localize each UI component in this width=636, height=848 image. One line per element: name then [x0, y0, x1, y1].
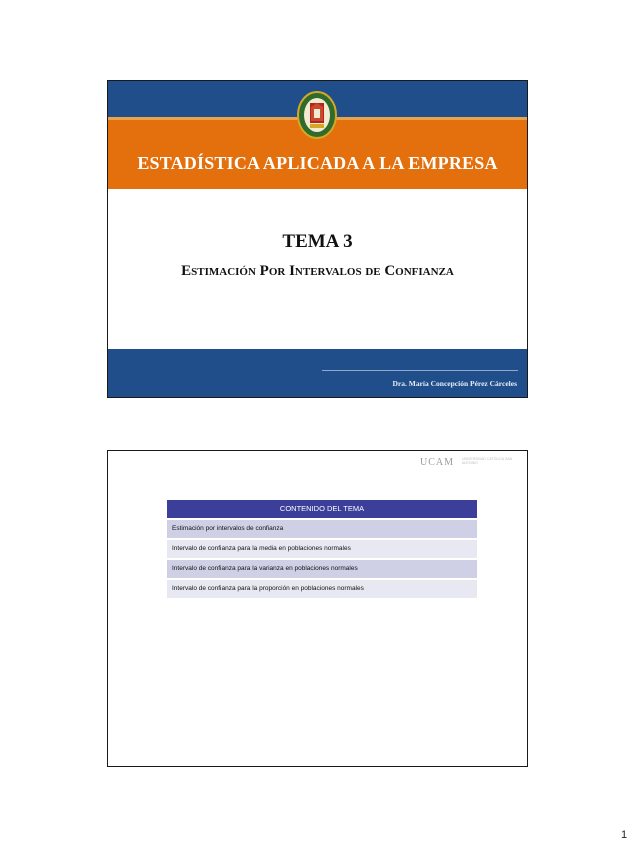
- university-seal-logo: [297, 91, 337, 139]
- contents-table-header: CONTENIDO DEL TEMA: [167, 500, 477, 518]
- page-number: 1: [621, 829, 628, 841]
- table-row: Estimación por intervalos de confianza: [167, 520, 477, 538]
- table-row: Intervalo de confianza para la proporción en poblaciones normales: [167, 580, 477, 598]
- contents-table: [167, 500, 477, 598]
- ucam-logo-subtext: UNIVERSIDAD CATÓLICA SAN ANTONIO: [462, 457, 513, 465]
- table-row: Intervalo de confianza para la media en poblaciones normales: [167, 540, 477, 558]
- topic-subtitle: Estimación Por Intervalos de Confianza: [181, 263, 454, 279]
- author-name: Dra. María Concepción Pérez Cárceles: [392, 379, 517, 388]
- author-divider-line: [322, 370, 518, 371]
- topic-number: TEMA 3: [282, 231, 353, 252]
- course-title: ESTADÍSTICA APLICADA A LA EMPRESA: [137, 153, 498, 173]
- ucam-logo: UCAM: [420, 457, 455, 468]
- contents-slide: [107, 450, 528, 767]
- title-slide: [107, 80, 528, 398]
- table-row: Intervalo de confianza para la varianza en poblaciones normales: [167, 560, 477, 578]
- bottom-blue-band: [108, 349, 527, 398]
